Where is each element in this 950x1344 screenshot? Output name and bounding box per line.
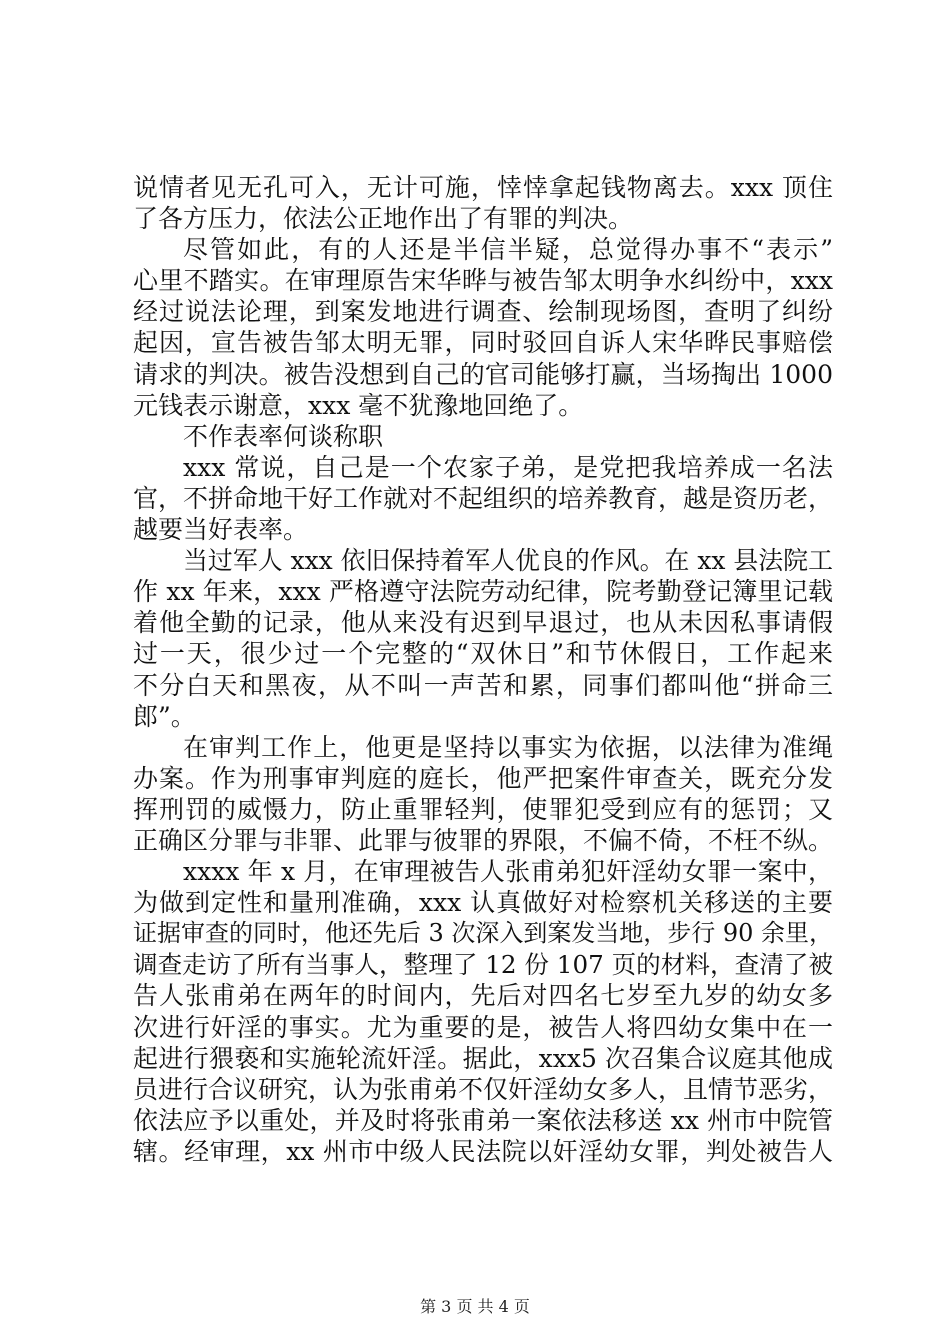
- text-line: 着他全勤的记录，他从来没有迟到早退过，也从未因私事请假: [133, 608, 833, 638]
- text-line: xxx 常说，自己是一个农家子弟，是党把我培养成一名法: [183, 452, 833, 482]
- text-line: 尽管如此，有的人还是半信半疑，总觉得办事不“表示”: [183, 235, 833, 265]
- text-line: 了各方压力，依法公正地作出了有罪的判决。: [133, 204, 634, 234]
- text-line: 不作表率何谈称职: [183, 421, 384, 451]
- text-line: 辖。经审理，xx 州市中级人民法院以奸淫幼女罪，判处被告人: [133, 1136, 833, 1166]
- text-line: 正确区分罪与非罪、此罪与彼罪的界限，不偏不倚，不枉不纵。: [133, 825, 834, 855]
- text-line: 郎”。: [133, 701, 196, 731]
- text-line: 过一天，很少过一个完整的“双休日”和节休假日，工作起来: [133, 639, 833, 669]
- page-footer: 第 3 页 共 4 页: [420, 1297, 530, 1316]
- text-line: 在审判工作上，他更是坚持以事实为依据，以法律为准绳: [183, 732, 833, 762]
- text-line: 越要当好表率。: [133, 515, 309, 545]
- text-line: 办案。作为刑事审判庭的庭长，他严把案件审查关，既充分发: [133, 763, 833, 793]
- text-line: 告人张甫弟在两年的时间内，先后对四名七岁至九岁的幼女多: [133, 981, 833, 1011]
- document-body: [133, 172, 833, 1167]
- text-line: 不分白天和黑夜，从不叫一声苦和累，同事们都叫他“拼命三: [133, 670, 833, 700]
- text-line: 说情者见无孔可入，无计可施，悻悻拿起钱物离去。xxx 顶住: [133, 173, 833, 202]
- text-line: 挥刑罚的威慑力，防止重罪轻判，使罪犯受到应有的惩罚；又: [133, 794, 833, 824]
- text-line: 作 xx 年来，xxx 严格遵守法院劳动纪律，院考勤登记簿里记载: [133, 577, 833, 607]
- text-line: 证据审查的同时，他还先后 3 次深入到案发当地，步行 90 余里，: [133, 919, 833, 948]
- text-line: xxxx 年 x 月，在审理被告人张甫弟犯奸淫幼女罪一案中，: [183, 857, 833, 887]
- text-line: 当过军人 xxx 依旧保持着军人优良的作风。在 xx 县法院工: [183, 546, 833, 576]
- text-line: 次进行奸淫的事实。尤为重要的是，被告人将四幼女集中在一: [133, 1012, 833, 1042]
- text-line: 请求的判决。被告没想到自己的官司能够打赢，当场掏出 1000: [133, 359, 833, 389]
- text-line: 官，不拼命地干好工作就对不起组织的培养教育，越是资历老，: [133, 483, 834, 513]
- text-line: 元钱表示谢意，xxx 毫不犹豫地回绝了。: [133, 390, 584, 420]
- text-line: 调查走访了所有当事人，整理了 12 份 107 页的材料，查清了被: [133, 950, 833, 980]
- text-line: 心里不踏实。在审理原告宋华晔与被告邹太明争水纠纷中，xxx: [133, 266, 833, 296]
- text-line: 起进行猥亵和实施轮流奸淫。据此，xxx5 次召集合议庭其他成: [133, 1043, 833, 1073]
- text-line: 经过说法论理，到案发地进行调查、绘制现场图，查明了纠纷: [133, 297, 833, 327]
- text-line: 依法应予以重处，并及时将张甫弟一案依法移送 xx 州市中院管: [133, 1105, 833, 1135]
- text-line: 为做到定性和量刑准确，xxx 认真做好对检察机关移送的主要: [133, 888, 833, 918]
- text-line: 员进行合议研究，认为张甫弟不仅奸淫幼女多人，且情节恶劣，: [133, 1074, 834, 1104]
- text-line: 起因，宣告被告邹太明无罪，同时驳回自诉人宋华晔民事赔偿: [133, 328, 833, 358]
